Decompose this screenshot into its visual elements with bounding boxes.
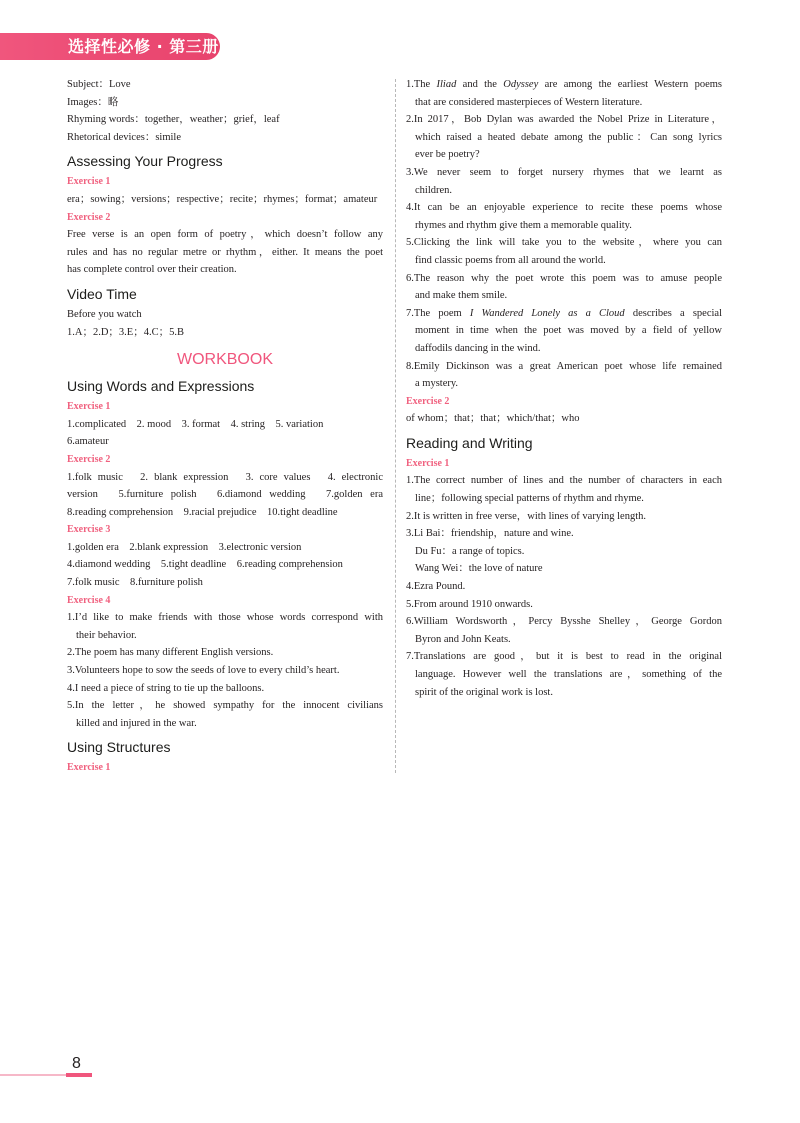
answer-line: rules and has no regular metre or rhythm，either. It means the poet — [67, 246, 383, 258]
intro-rhetorical-devices: Rhetorical devices：simile — [67, 131, 182, 143]
answer-line: killed and injured in the war. — [76, 717, 197, 729]
exercise-label: Exercise 3 — [67, 524, 111, 536]
answer-line: a mystery. — [415, 378, 459, 390]
heading-reading-writing: Reading and Writing — [406, 434, 533, 451]
answer-line: moment in time when the poet was moved by a field of yellow — [415, 325, 722, 337]
exercise-label: Exercise 1 — [67, 762, 111, 774]
heading-using-structures: Using Structures — [67, 739, 171, 756]
answer-line: 1.golden era 2.blank expression 3.electronic version — [67, 541, 302, 553]
exercise-label: Exercise 1 — [67, 176, 111, 188]
answer-line: 6.amateur — [67, 436, 109, 448]
answer-line: and make them smile. — [415, 290, 508, 302]
answer-line: 2.In 2017，Bob Dylan was awarded the Nobel Prize in Literature， — [406, 114, 722, 126]
page-number: 8 — [72, 1055, 81, 1072]
answer-line: 3.We never seem to forget nursery rhymes that we learnt as — [406, 166, 722, 178]
answer-line: 8.reading comprehension 9.racial prejudice 10.tight deadline — [67, 506, 338, 518]
answer-line: 7.Translations are good，but it is best to read in the original — [406, 651, 722, 663]
answer-line: Du Fu：a range of topics. — [415, 545, 525, 557]
answer-line: 1.The correct number of lines and the number of characters in each — [406, 475, 722, 487]
answer-line: Byron and John Keats. — [415, 633, 511, 645]
answer-line: rhymes and rhythm give them a memorable quality. — [415, 219, 632, 231]
heading-words-expressions: Using Words and Expressions — [67, 378, 255, 395]
answer-line: 2.It is written in free verse，with lines of varying length. — [406, 510, 646, 522]
exercise-label: Exercise 1 — [67, 401, 111, 413]
left-column — [67, 76, 383, 777]
answer-line: line；following special patterns of rhythm and rhyme. — [415, 493, 644, 505]
answer-line: 5.From around 1910 onwards. — [406, 598, 533, 610]
answer-line: Wang Wei：the love of nature — [415, 563, 543, 575]
answer-line: 3.Li Bai：friendship，nature and wine. — [406, 528, 574, 540]
answer-line: 4.diamond wedding 5.tight deadline 6.reading comprehension — [67, 559, 343, 571]
answer-line: 6.The reason why the poet wrote this poem was to amuse people — [406, 272, 722, 284]
intro-rhyming-words: Rhyming words：together，weather；grief，leaf — [67, 114, 280, 126]
answer-line: 5.Clicking the link will take you to the website，where you can — [406, 237, 722, 249]
answer-line: 4.Ezra Pound. — [406, 581, 466, 593]
answer-line: spirit of the original work is lost. — [415, 686, 553, 698]
header-banner-title: 选择性必修 · 第三册 — [68, 37, 219, 56]
answer-line: their behavior. — [76, 629, 137, 641]
exercise-label: Exercise 4 — [67, 594, 111, 606]
exercise-label: Exercise 2 — [67, 211, 111, 223]
answer-line: era；sowing；versions；respective；recite；rhymes；format；amateur — [67, 193, 378, 205]
answer-line: children. — [415, 184, 453, 196]
answer-line: which raised a heated debate among the public：Can song lyrics — [415, 131, 722, 143]
video-subheading: Before you watch — [67, 308, 142, 320]
workbook-title: WORKBOOK — [176, 351, 273, 369]
answer-line: version 5.furniture polish 6.diamond wedding 7.golden era — [67, 489, 383, 501]
answer-line: 1.I’d like to make friends with those whose words correspond with — [67, 612, 383, 624]
answer-line: has complete control over their creation. — [67, 264, 237, 276]
intro-subject: Subject：Love — [67, 79, 131, 90]
answer-line: 8.Emily Dickinson was a great American poet whose life remained — [406, 360, 722, 372]
answer-line: language. However well the translations are，something of the — [415, 669, 722, 680]
answer-line: that are considered masterpieces of Western literature. — [415, 96, 643, 108]
answer-line: 1.folk music 2. blank expression 3. core values 4. electronic — [67, 471, 383, 483]
exercise-label: Exercise 1 — [406, 457, 450, 469]
intro-images: Images：略 — [67, 96, 119, 108]
answer-line: ever be poetry? — [415, 149, 480, 161]
answer-line: find classic poems from all around the world. — [415, 254, 606, 266]
answer-line: 1.The Iliad and the Odyssey are among the earliest Western poems — [406, 79, 722, 90]
answer-line: 7.The poem I Wandered Lonely as a Cloud describes a special — [406, 307, 722, 319]
exercise-label: Exercise 2 — [67, 453, 111, 465]
answer-line: 7.folk music 8.furniture polish — [67, 577, 203, 589]
answer-line: 3.Volunteers hope to sow the seeds of love to every child’s heart. — [67, 665, 340, 677]
video-answers: 1.A；2.D；3.E；4.C；5.B — [67, 326, 184, 338]
heading-assessing: Assessing Your Progress — [67, 153, 223, 170]
answer-line: of whom；that；that；which/that；who — [406, 413, 580, 425]
answer-line: 6.William Wordsworth，Percy Bysshe Shelley，George Gordon — [406, 616, 722, 628]
footer-rule — [0, 1074, 66, 1076]
column-divider — [395, 79, 396, 773]
heading-video-time: Video Time — [67, 285, 137, 302]
right-column — [406, 76, 722, 701]
exercise-label: Exercise 2 — [406, 395, 450, 407]
answer-line: 4.It can be an enjoyable experience to recite these poems whose — [406, 202, 722, 214]
answer-line: Free verse is an open form of poetry，which doesn’t follow any — [67, 229, 383, 241]
answer-line: 5.In the letter，he showed sympathy for the innocent civilians — [67, 700, 383, 712]
answer-line: 1.complicated 2. mood 3. format 4. string 5. variation — [67, 418, 324, 430]
footer-rule-accent — [66, 1073, 92, 1077]
answer-line: 2.The poem has many different English versions. — [67, 647, 274, 659]
answer-line: daffodils dancing in the wind. — [415, 342, 541, 354]
answer-line: 4.I need a piece of string to tie up the balloons. — [67, 682, 265, 694]
